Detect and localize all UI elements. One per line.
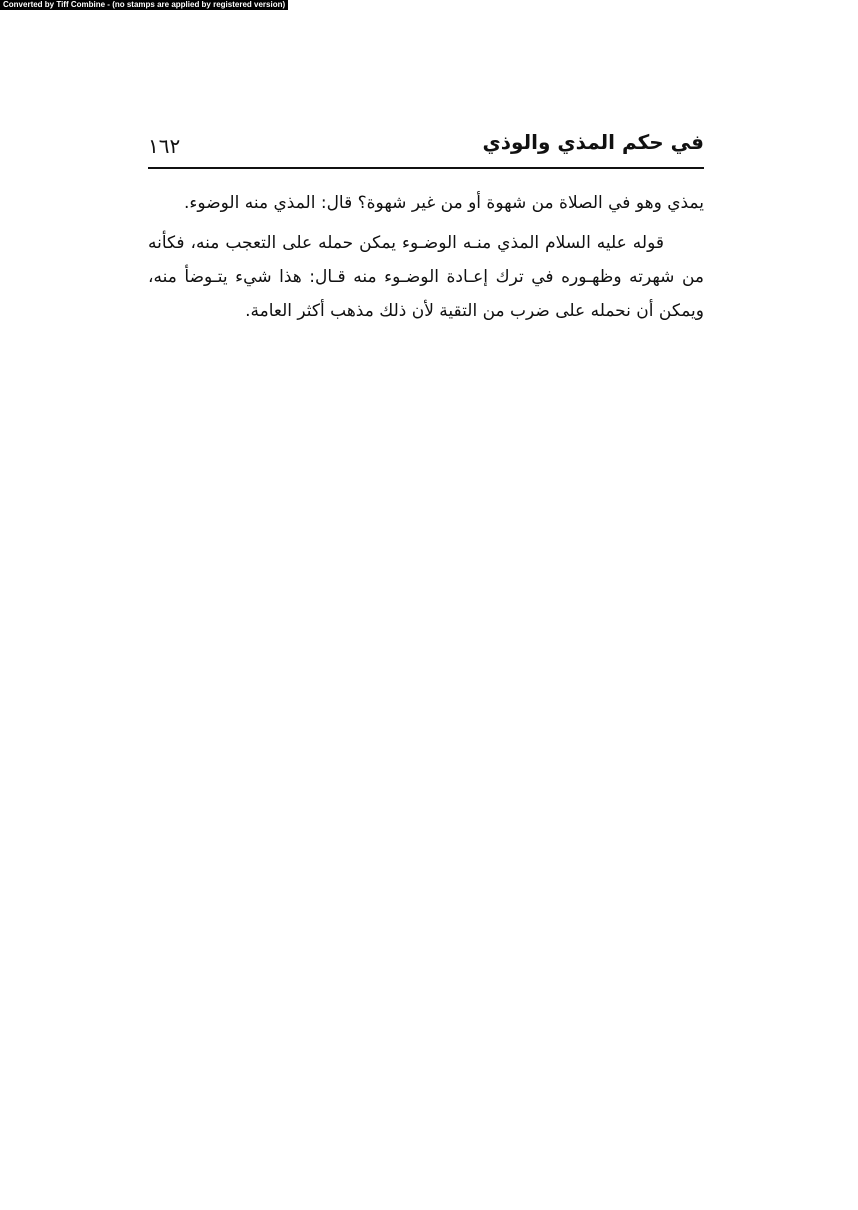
paragraph: قوله عليه السلام المذي منـه الوضـوء يمكن حمله على التعجب منه، فكأنه من شهرته وظهـوره في ترك إعـادة الوضـوء منه قـال: هذا شيء يتـوضأ منه، ويمكن أن نحمله على ضرب من التقية لأن ذلك مذهب أكثر العامة. (148, 233, 704, 321)
converter-banner: Converted by Tiff Combine - (no stamps are applied by registered version) (0, 0, 288, 10)
page-number: ١٦٢ (148, 134, 181, 158)
body-text (148, 186, 704, 328)
page-header (148, 130, 704, 162)
header-divider (148, 167, 704, 169)
running-title: في حكم المذي والوذي (482, 130, 704, 154)
paragraph: يمذي وهو في الصلاة من شهوة أو من غير شهوة؟ قال: المذي منه الوضوء. (184, 193, 704, 213)
